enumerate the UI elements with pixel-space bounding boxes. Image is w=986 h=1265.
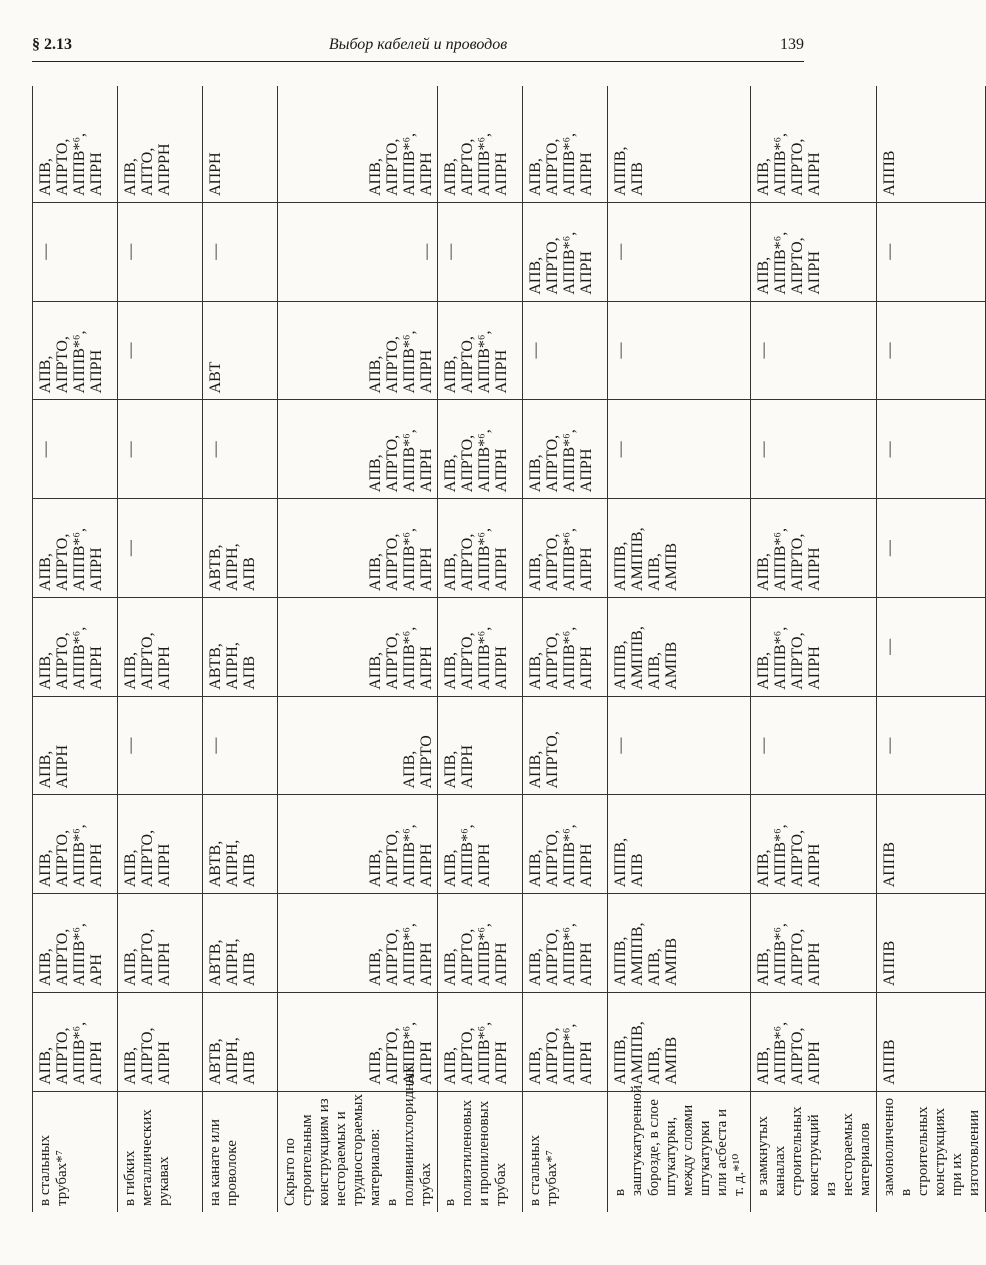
- row-description: в стальных трубах*⁷: [33, 1091, 118, 1212]
- cable-cell: АПВ, АПРТО, АПРН: [118, 795, 203, 894]
- cable-cell: АПВ, АПРТО, АППВ*⁶, АПРН: [523, 86, 608, 202]
- cable-cell: АПВ, АПРТО: [278, 696, 438, 795]
- cable-cell: АПВ, АПРТО, АППВ*⁶, АПРН: [523, 202, 608, 301]
- cable-cell: —: [118, 499, 203, 598]
- cable-cell: АВТВ, АПРН, АПВ: [203, 499, 278, 598]
- cable-cell: —: [118, 400, 203, 499]
- cable-cell: АПВ, АПРТО, АППВ*⁶, АПРН: [438, 894, 523, 993]
- row-description: в замкнутых каналах строительных конструкций из несгораемых материалов: [751, 1091, 877, 1212]
- row-description: в полиэтиленовых и пропиленовых трубах: [438, 1091, 523, 1212]
- cable-cell: АППВ: [877, 894, 986, 993]
- row-description: Скрыто по строительным конструкциям из несгораемых и трудносгораемых материалов: в поливинилхлоридных трубах: [278, 1091, 438, 1212]
- cable-cell: —: [751, 400, 877, 499]
- cable-cell: АВТВ, АПРН, АПВ: [203, 795, 278, 894]
- cable-cell: АППВ: [877, 993, 986, 1092]
- cable-cell: АПВ, АПРТО, АПРН: [118, 597, 203, 696]
- cable-cell: АППВ: [877, 86, 986, 202]
- row-description: в гибких металлических рукавах: [118, 1091, 203, 1212]
- row-description: замоноличенно в строительных конструкциях при их изготовлении: [877, 1091, 986, 1212]
- cable-cell: АППВ, АМППВ, АПВ, АМПВ: [608, 499, 751, 598]
- cable-cell: АПВ, АПРТО, АППВ*⁶, АПРН: [278, 894, 438, 993]
- cable-cell: АППВ, АМППВ, АПВ, АМПВ: [608, 894, 751, 993]
- cable-cell: —: [877, 301, 986, 400]
- cable-cell: АПВ, АПРТО, АППВ*⁶, АПРН: [438, 499, 523, 598]
- cable-cell: АПВ, АПРТО, АППВ*⁶, АПРН: [438, 301, 523, 400]
- cable-cell: —: [751, 696, 877, 795]
- cable-cell: АПВ, АПРТО,: [523, 696, 608, 795]
- cable-cell: —: [203, 400, 278, 499]
- table-row: [203, 86, 278, 1212]
- cable-cell: АПВ, АПРТО, АППВ*⁶, АПРН: [278, 499, 438, 598]
- cable-cell: АППВ, АПВ: [608, 795, 751, 894]
- cable-cell: АПВ, АППВ*⁶, АПРТО, АПРН: [751, 597, 877, 696]
- cable-cell: —: [438, 202, 523, 301]
- cable-cell: АПВ, АПРТО, АППВ*⁶, АПРН: [33, 795, 118, 894]
- cable-cell: АПВ, АПРТО, АППВ*⁶, АПРН: [523, 597, 608, 696]
- cable-cell: АПВ, АПРТО, АППВ*⁶, АПРН: [33, 301, 118, 400]
- cable-cell: АПВ, АПРТО, АППВ*⁶, АПРН: [278, 795, 438, 894]
- cable-cell: АПВ, АПРТО, АППВ*⁶, АПРН: [278, 301, 438, 400]
- cable-cell: АВТВ, АПРН, АПВ: [203, 993, 278, 1092]
- cable-cell: АПВ, АПРТО, АППВ*⁶, АПРН: [33, 993, 118, 1092]
- cable-cell: —: [608, 696, 751, 795]
- cable-cell: АПВ, АППВ*⁶, АПРТО, АПРН: [751, 795, 877, 894]
- cable-cell: —: [877, 696, 986, 795]
- cable-cell: —: [118, 301, 203, 400]
- cable-cell: АПВ, АППВ*⁶, АПРТО, АПРН: [751, 993, 877, 1092]
- cable-cell: —: [608, 400, 751, 499]
- cable-cell: —: [877, 202, 986, 301]
- cable-cell: АПВ, АПРТО, АППВ*⁶, АПРН: [278, 86, 438, 202]
- cable-cell: АПВ, АПРТО, АППВ*⁶, АПРН: [523, 894, 608, 993]
- running-header: [32, 36, 804, 58]
- cable-cell: —: [33, 202, 118, 301]
- cable-cell: —: [203, 202, 278, 301]
- cable-cell: АПВ, АПРТО, АППВ*⁶, АПРН: [33, 86, 118, 202]
- cable-cell: —: [608, 301, 751, 400]
- cable-cell: АПВ, АПРН: [33, 696, 118, 795]
- cable-cell: АПВ, АПРТО, АППВ*⁶, АПРН: [278, 400, 438, 499]
- cable-selection-table: [32, 86, 986, 1212]
- header-rule: [32, 61, 804, 62]
- section-number: § 2.13: [32, 36, 72, 53]
- cable-cell: АВТВ, АПРН, АПВ: [203, 597, 278, 696]
- cable-cell: АПВ, АПРТО, АППВ*⁶, АПРН: [438, 597, 523, 696]
- cable-cell: АПВ, АПТО, АПРРН: [118, 86, 203, 202]
- table-row: [278, 86, 438, 1212]
- cable-cell: АПРН: [203, 86, 278, 202]
- cable-cell: АПВ, АППВ*⁶, АПРТО, АПРН: [751, 86, 877, 202]
- row-description: на канате или проволоке: [203, 1091, 278, 1212]
- cable-cell: АПВ, АПРТО, АППВ*⁶, АПРН: [438, 86, 523, 202]
- cable-cell: АПВ, АПРТО, АППВ*⁶, АПРН: [438, 993, 523, 1092]
- cable-cell: —: [278, 202, 438, 301]
- cable-cell: АППВ, АМППВ, АПВ, АМПВ: [608, 597, 751, 696]
- cable-cell: АПВ, АПРН: [438, 696, 523, 795]
- cable-cell: —: [877, 499, 986, 598]
- page-number: 139: [780, 36, 804, 53]
- cable-cell: АПВ, АППВ*⁶, АПРН: [438, 795, 523, 894]
- row-description: в заштукатуренной борозде, в слое штукатурки, между слоями штукатурки или асбеста и т. д.*¹⁰: [608, 1091, 751, 1212]
- cable-cell: АВТ: [203, 301, 278, 400]
- cable-cell: —: [877, 597, 986, 696]
- cable-cell: —: [877, 400, 986, 499]
- running-title: Выбор кабелей и проводов: [328, 36, 508, 53]
- table-row: [751, 86, 877, 1212]
- cable-cell: АПВ, АПРТО, АПРН: [118, 894, 203, 993]
- cable-cell: АВТВ, АПРН, АПВ: [203, 894, 278, 993]
- cable-cell: АПВ, АПРТО, АППВ*⁶, АПРН: [523, 795, 608, 894]
- cable-cell: АПВ, АПРТО, АПРН: [118, 993, 203, 1092]
- cable-cell: АПВ, АППВ*⁶, АПРТО, АПРН: [751, 202, 877, 301]
- table-row: [877, 86, 986, 1212]
- table-row: [608, 86, 751, 1212]
- cable-cell: АПВ, АППВ*⁶, АПРТО, АПРН: [751, 894, 877, 993]
- cable-cell: АПВ, АПРТО, АППВ*⁶, АПРН: [33, 597, 118, 696]
- cable-cell: АППВ, АПВ: [608, 86, 751, 202]
- table-row: [438, 86, 523, 1212]
- cable-cell: АПВ, АПРТО, АППВ*⁶, АПРН: [438, 400, 523, 499]
- cable-cell: АПВ, АПРТО, АППВ*⁶, АРН: [33, 894, 118, 993]
- table-row: [33, 86, 118, 1212]
- cable-cell: —: [523, 301, 608, 400]
- cable-cell: АПВ, АПРТО, АППВ*⁶, АПРН: [278, 597, 438, 696]
- cable-cell: —: [33, 400, 118, 499]
- cable-cell: АППВ, АМППВ, АПВ, АМПВ: [608, 993, 751, 1092]
- cable-cell: АППВ: [877, 795, 986, 894]
- cable-cell: —: [608, 202, 751, 301]
- cable-cell: —: [203, 696, 278, 795]
- cable-cell: АПВ, АПРТО, АППВ*⁶, АПРН: [523, 499, 608, 598]
- rotated-table-container: [32, 86, 982, 1212]
- cable-cell: АПВ, АПРТО, АППВ*⁶, АПРН: [278, 993, 438, 1092]
- table-row: [118, 86, 203, 1212]
- cable-cell: —: [118, 696, 203, 795]
- table-row: [523, 86, 608, 1212]
- cable-cell: —: [751, 301, 877, 400]
- cable-cell: —: [118, 202, 203, 301]
- cable-cell: АПВ, АПРТО, АППВ*⁶, АПРН: [523, 400, 608, 499]
- row-description: в стальных трубах*⁷: [523, 1091, 608, 1212]
- cable-cell: АПВ, АПРТО, АППВ*⁶, АПРН: [33, 499, 118, 598]
- cable-cell: АПВ, АППВ*⁶, АПРТО, АПРН: [751, 499, 877, 598]
- cable-cell: АПВ, АПРТО, АППР*⁶, АПРН: [523, 993, 608, 1092]
